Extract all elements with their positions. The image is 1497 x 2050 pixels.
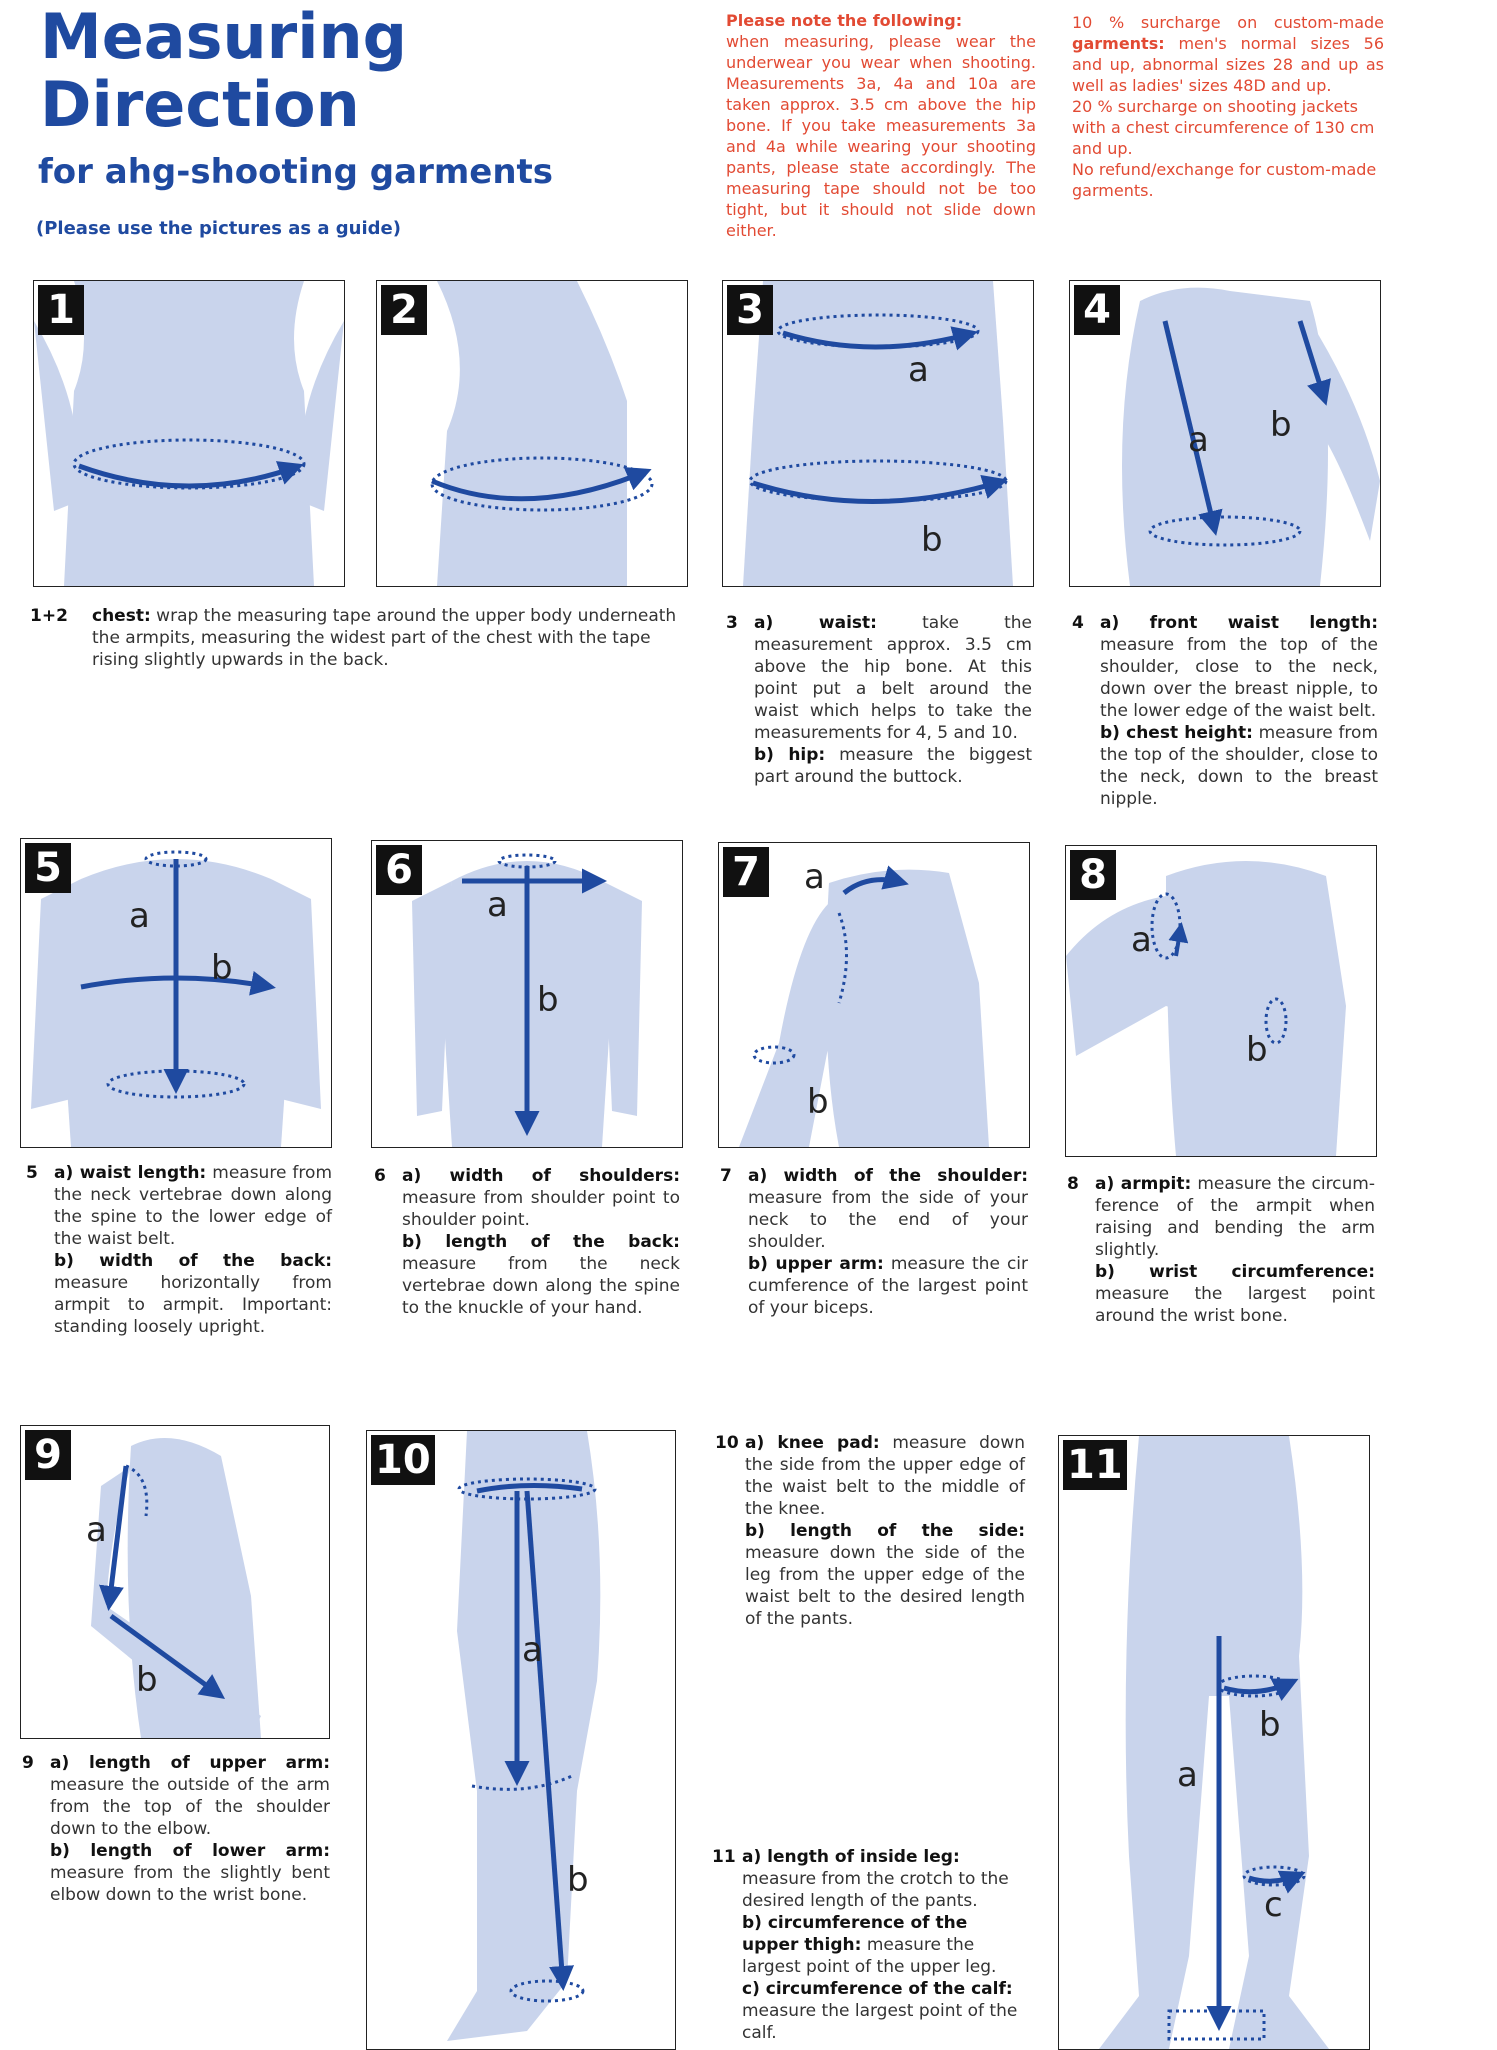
description-6 (374, 1165, 680, 1319)
description-text-a: measure from shoulder point to shoulder point. (402, 1188, 680, 1230)
panel-7-shoulder-arm (718, 842, 1030, 1148)
description-number: 7 (720, 1166, 732, 1186)
inside-leg-figure (1059, 1436, 1369, 2049)
description-text-a: measure from the neck vertebrae down along the spine to the lower edge of the waist belt. (54, 1163, 332, 1249)
description-label-a: a) width of shoulders: (402, 1166, 680, 1186)
description-label-b: b) length of the side: (745, 1521, 1025, 1541)
leg-side-figure (367, 1431, 675, 2049)
panel-number: 7 (723, 847, 769, 897)
label-a: a (1177, 1755, 1198, 1795)
description-number: 1+2 (30, 606, 68, 626)
panel-number: 4 (1074, 285, 1120, 335)
description-text-b: measure horizontally from armpit to armpit. Important: standing loosely upright. (54, 1273, 332, 1337)
description-number: 3 (726, 613, 738, 633)
label-c: c (1264, 1885, 1283, 1925)
notes-body: when measuring, please wear the underwear you wear when shooting. Measurements 3a, 4a and 10a are taken approx. 3.5 cm above the hip bone. If you take measurements 3a and 4a while wearing your shooting pants, please state accordingly. The measuring tape should not be too tight, but it should not slide down either. (726, 32, 1036, 240)
surcharge-block (1072, 12, 1384, 201)
panel-9-arm-length (20, 1425, 330, 1739)
description-text-a: measure down the side from the upper edge of the waist belt to the middle of the knee. (745, 1433, 1026, 1519)
label-b: b (921, 520, 943, 560)
panel-3-waist-hip (722, 280, 1034, 587)
description-text-b: measure the cir cumference of the largest point of your biceps. (748, 1254, 1029, 1318)
description-label-b: b) length of lower arm: (50, 1841, 330, 1861)
description-text-b: measure the largest point of the upper leg. (742, 1935, 997, 1977)
surcharge1-prefix: 10 % surcharge on custom-made (1072, 13, 1384, 32)
label-b: b (1259, 1705, 1281, 1745)
notes-heading: Please note the following: (726, 11, 963, 30)
label-a: a (86, 1510, 107, 1550)
panel-number: 5 (25, 843, 71, 893)
panel-number: 11 (1063, 1440, 1127, 1490)
label-b: b (1270, 405, 1292, 445)
label-a: a (1188, 420, 1209, 460)
label-a: a (804, 857, 825, 897)
description-text-b: measure down the side of the leg from the upper edge of the waist belt to the desired length of the pants. (745, 1543, 1025, 1629)
description-text-a: measure the outside of the arm from the top of the shoulder down to the elbow. (50, 1775, 330, 1839)
page-subtitle: for ahg-shooting garments (38, 152, 554, 192)
description-1-2 (30, 605, 702, 671)
description-text-c: measure the largest point of the calf. (742, 2001, 1018, 2043)
label-a: a (487, 885, 508, 925)
label-b: b (537, 980, 559, 1020)
description-number: 6 (374, 1166, 386, 1186)
description-number: 5 (26, 1163, 38, 1183)
description-label-a: a) width of the shoulder: (748, 1166, 1028, 1186)
description-number: 8 (1067, 1174, 1079, 1194)
description-label-b: b) hip: (754, 745, 826, 765)
description-4 (1072, 612, 1379, 810)
description-label-c: c) circumference of the calf: (742, 1979, 1013, 1999)
description-3 (726, 612, 1032, 788)
panel-number: 3 (727, 285, 773, 335)
description-text-a: measure from the crotch to the desired length of the pants. (742, 1869, 1009, 1911)
surcharge1-rest: men's normal sizes 56 and up, abnormal sizes 28 and up as well as ladies' sizes 48D and up. (1072, 34, 1384, 95)
description-11 (712, 1846, 1022, 2044)
page-title-line1: Measuring (40, 0, 407, 73)
label-a: a (129, 896, 150, 936)
panel-5-back-waist (20, 838, 332, 1148)
panel-number: 8 (1070, 850, 1116, 900)
panel-number: 2 (381, 285, 427, 335)
guide-note: (Please use the pictures as a guide) (36, 218, 401, 239)
surcharge1-bold: garments: (1072, 34, 1165, 53)
description-label-a: a) length of upper arm: (50, 1753, 330, 1773)
description-label: chest: (92, 606, 151, 626)
notes-block (726, 10, 1036, 241)
label-b: b (136, 1660, 158, 1700)
description-label-b: b) wrist circumference: (1095, 1262, 1375, 1282)
panel-4-front-length (1069, 280, 1381, 587)
label-a: a (908, 350, 929, 390)
label-a: a (1131, 920, 1152, 960)
description-text-b: measure the biggest part around the buttock. (754, 745, 1032, 787)
description-10 (715, 1432, 1026, 1630)
description-label-a: a) armpit: (1095, 1174, 1192, 1194)
panel-2-chest-side (376, 280, 688, 587)
panel-1-chest-front (33, 280, 345, 587)
panel-10-leg-side (366, 1430, 676, 2050)
panel-number: 1 (38, 285, 84, 335)
description-label-b: b) length of the back: (402, 1232, 680, 1252)
label-a: a (522, 1630, 543, 1670)
description-number: 4 (1072, 613, 1084, 633)
description-label-a: a) front waist length: (1100, 613, 1378, 633)
description-number: 10 (715, 1433, 739, 1453)
label-b: b (567, 1860, 589, 1900)
label-b: b (1246, 1030, 1268, 1070)
description-label-b: b) chest height: (1100, 723, 1253, 743)
description-5 (26, 1162, 332, 1338)
description-number: 9 (22, 1753, 34, 1773)
description-label-a: a) waist: (754, 613, 877, 633)
label-b: b (807, 1082, 829, 1122)
surcharge2: 20 % surcharge on shooting jackets with a chest circumference of 130 cm and up. (1072, 97, 1375, 158)
description-label-a: a) knee pad: (745, 1433, 880, 1453)
panel-number: 6 (376, 845, 422, 895)
description-text-b: measure the largest point around the wrist bone. (1095, 1284, 1375, 1326)
description-text-b: measure from the slightly bent elbow down to the wrist bone. (50, 1863, 330, 1905)
description-text-a: take the measurement approx. 3.5 cm above the hip bone. At this point put a belt around the waist which helps to take the measurements for 4, 5 and 10. (754, 613, 1032, 743)
panel-6-shoulders-back (371, 840, 683, 1148)
description-text-a: measure from the side of your neck to the end of your shoulder. (748, 1188, 1028, 1252)
description-text: wrap the measuring tape around the upper body underneath the armpits, measuring the widest part of the chest with the tape rising slightly upwards in the back. (92, 606, 677, 670)
description-text-b: measure from the neck vertebrae down along the spine to the knuckle of your hand. (402, 1254, 680, 1318)
description-text-a: measure from the top of the shoulder, close to the neck, down over the breast nipple, to the lower edge of the waist belt. (1100, 635, 1378, 721)
description-label-a: a) length of inside leg: (742, 1847, 960, 1867)
description-8 (1067, 1173, 1375, 1327)
description-number: 11 (712, 1847, 736, 1867)
panel-number: 10 (371, 1435, 435, 1485)
panel-8-armpit-wrist (1065, 845, 1377, 1157)
page-title-line2: Direction (40, 68, 360, 141)
description-7 (720, 1165, 1029, 1319)
description-label-b: b) circumference of the upper thigh: (742, 1913, 968, 1955)
label-b: b (211, 948, 233, 988)
panel-11-inside-leg (1058, 1435, 1370, 2050)
description-9 (22, 1752, 330, 1906)
refund-note: No refund/exchange for custom-made garments. (1072, 160, 1377, 200)
description-label-a: a) waist length: (54, 1163, 207, 1183)
description-text-a: measure the circum-ference of the armpit when raising and bending the arm slightly. (1095, 1174, 1375, 1260)
description-text-b: measure from the top of the shoulder, close to the neck, down to the breast nipple. (1100, 723, 1379, 809)
description-label-b: b) upper arm: (748, 1254, 884, 1274)
description-label-b: b) width of the back: (54, 1251, 332, 1271)
panel-number: 9 (25, 1430, 71, 1480)
